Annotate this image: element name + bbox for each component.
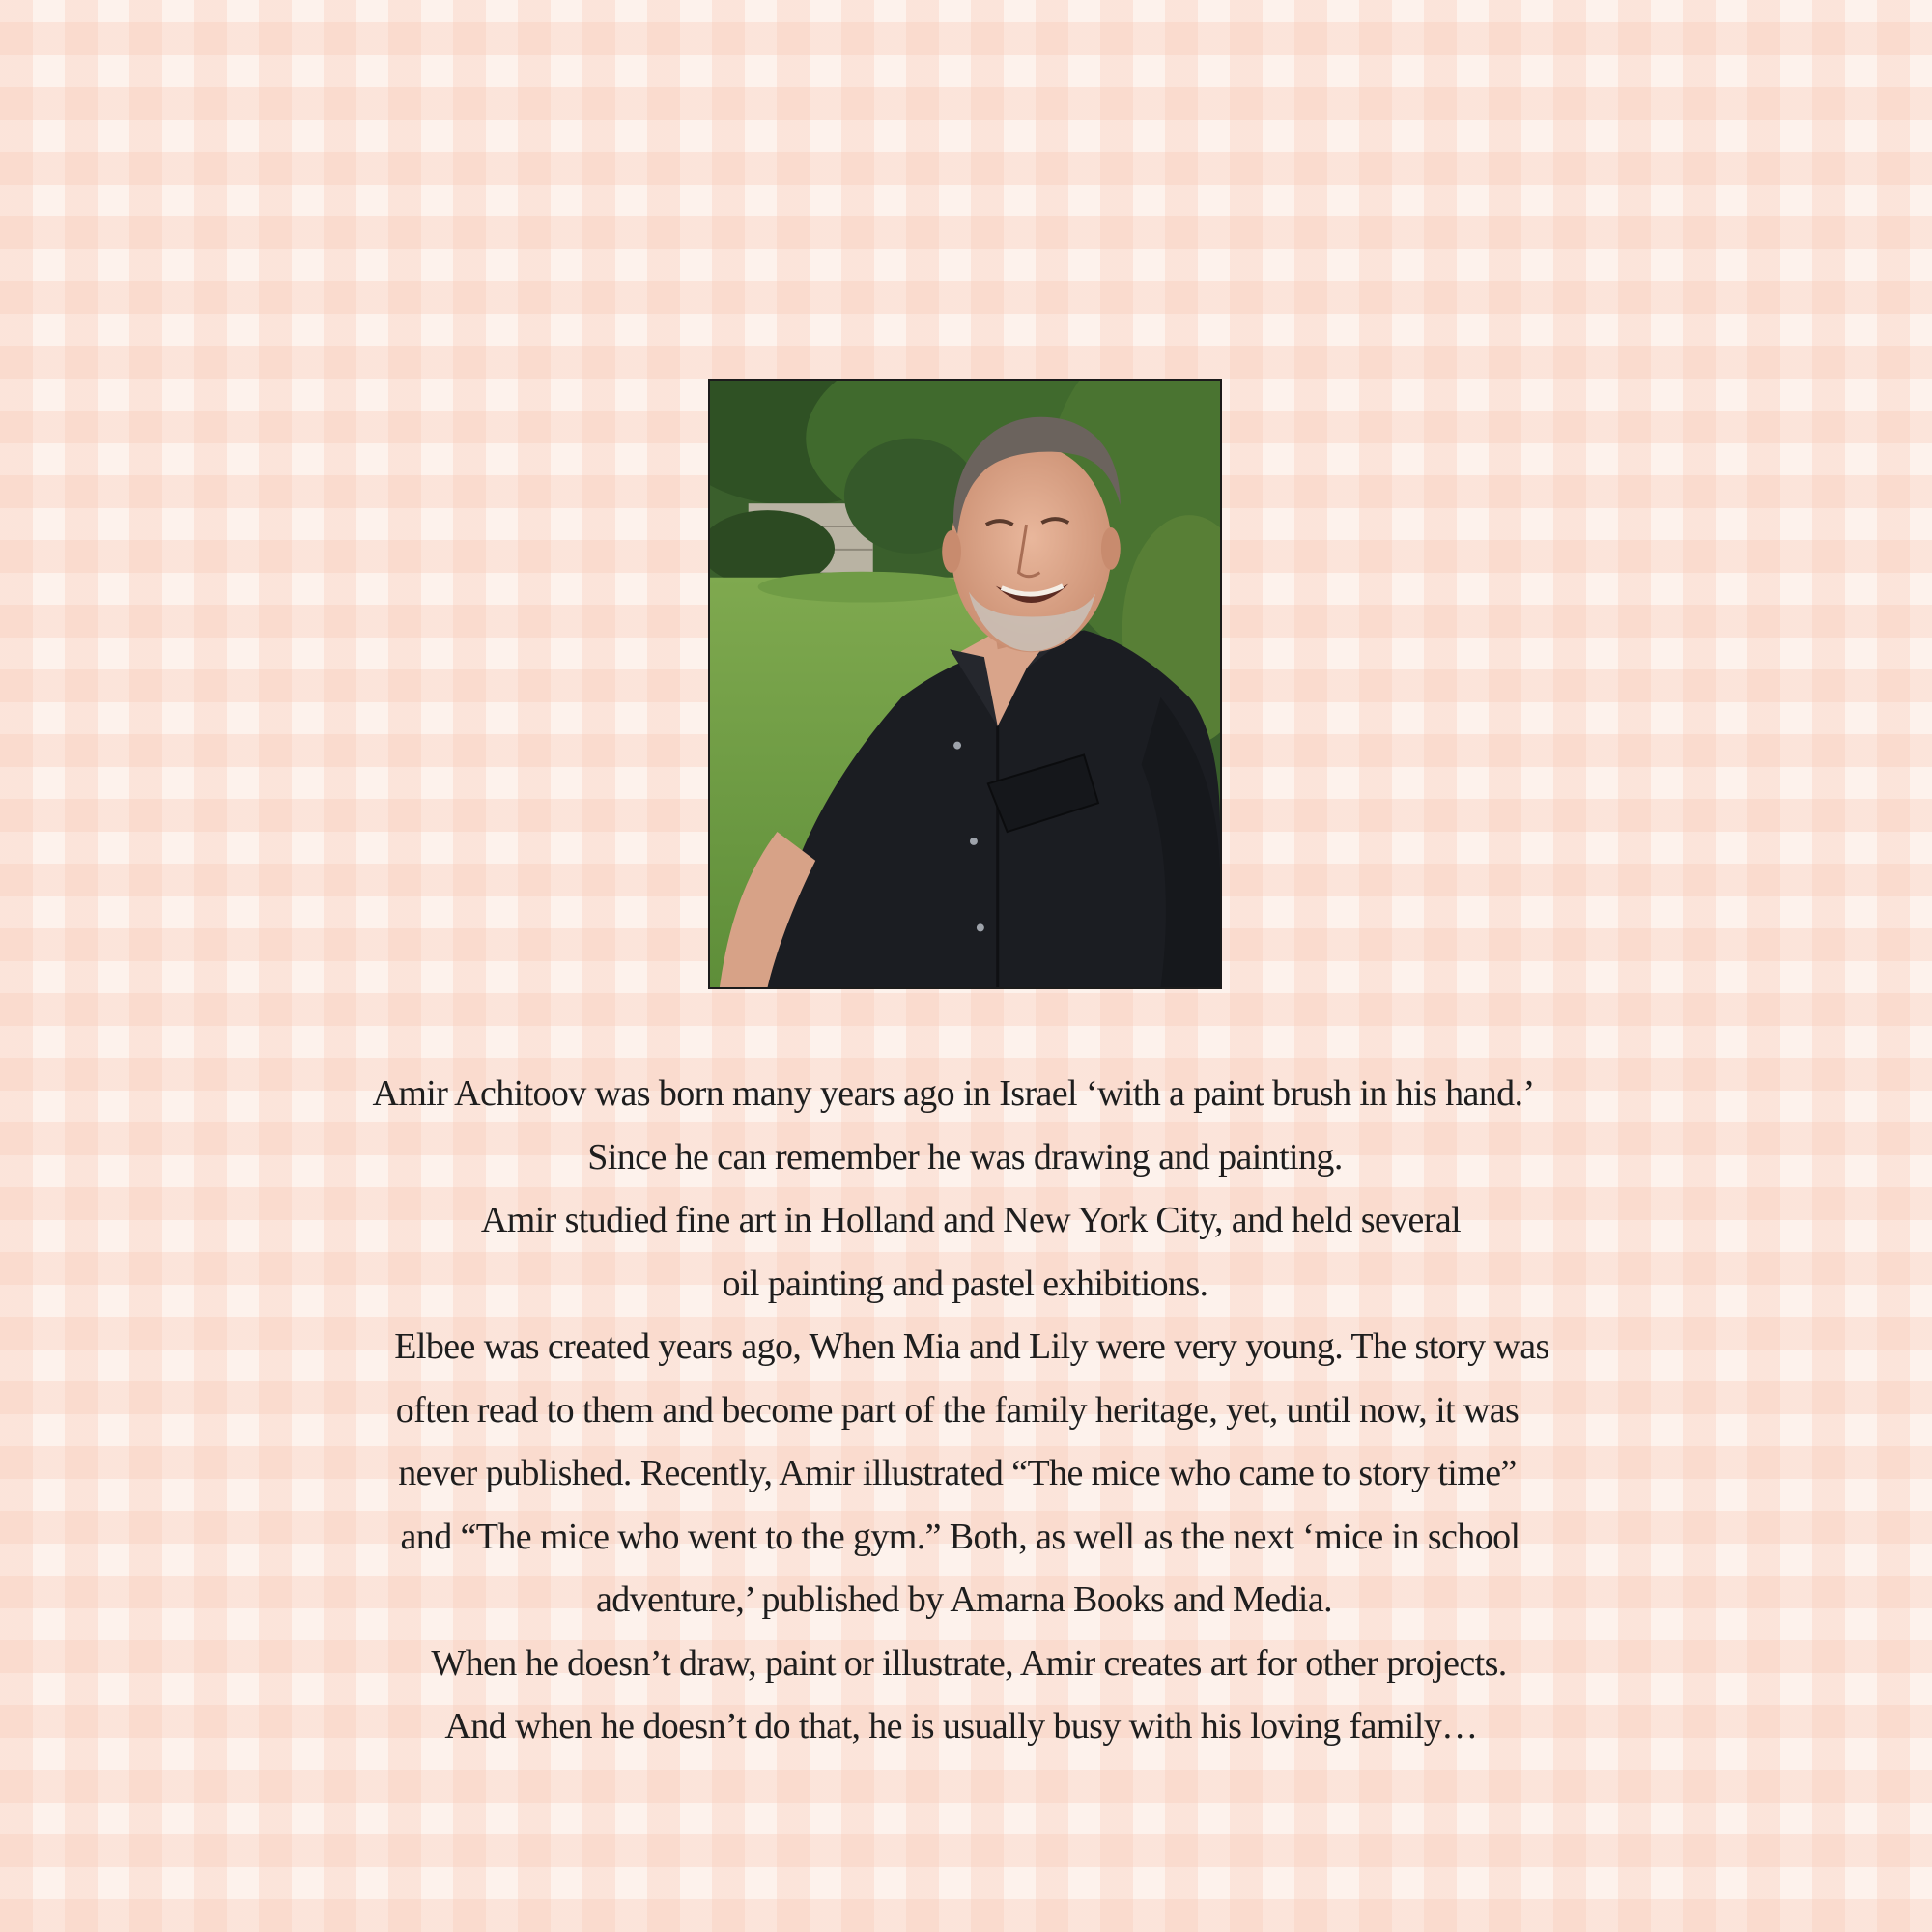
bio-line: and “The mice who went to the gym.” Both, as well as the next ‘mice in school <box>400 1516 1520 1557</box>
bio-line: Amir studied fine art in Holland and New York City, and held several <box>480 1200 1462 1240</box>
bio-line: When he doesn’t draw, paint or illustrate, Amir creates art for other projects. <box>431 1642 1507 1684</box>
bio-line: oil painting and pastel exhibitions. <box>722 1263 1208 1304</box>
bio-line: adventure,’ published by Amarna Books and Media. <box>596 1579 1332 1620</box>
bio-line: And when he doesn’t do that, he is usually busy with his loving family… <box>444 1706 1478 1747</box>
bio-line: never published. Recently, Amir illustrated “The mice who came to story time” <box>398 1453 1517 1493</box>
bio-line: Amir Achitoov was born many years ago in Israel ‘with a paint brush in his hand.’ <box>372 1073 1535 1114</box>
bio-line: Since he can remember he was drawing and painting. <box>587 1136 1343 1178</box>
bio-line: Elbee was created years ago, When Mia and Lily were very young. The story was <box>394 1326 1549 1367</box>
bio-line: often read to them and become part of the family heritage, yet, until now, it was <box>395 1389 1520 1431</box>
author-photo-illustration <box>710 381 1220 987</box>
author-photo <box>708 379 1222 989</box>
author-bio <box>319 1063 1613 1759</box>
